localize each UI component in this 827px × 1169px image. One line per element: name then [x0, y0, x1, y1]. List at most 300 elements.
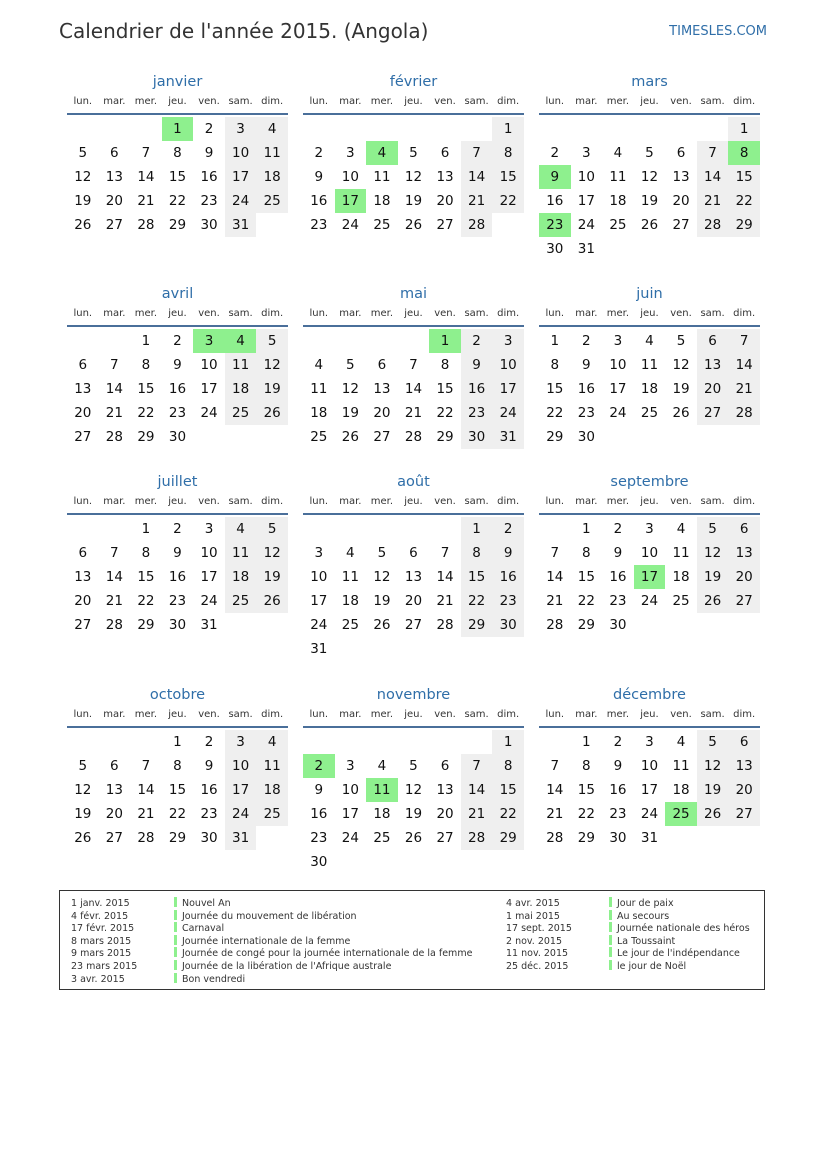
empty-cell	[130, 730, 162, 754]
day-cell: 25	[225, 589, 257, 613]
empty-cell	[67, 117, 99, 141]
month-name: juin	[636, 286, 663, 302]
day-cell: 2	[550, 145, 560, 161]
weekday-header	[539, 307, 760, 327]
day-cell: 25	[341, 617, 359, 633]
month-name: mai	[399, 286, 428, 302]
day-cell: 13	[672, 169, 690, 185]
day-cell: 26	[341, 429, 359, 445]
weekday-label: sam.	[228, 308, 253, 319]
day-cell: 6	[377, 357, 387, 373]
weekday-label: jeu.	[404, 709, 423, 720]
holiday-marker-icon	[609, 960, 612, 970]
day-cell: 27	[105, 217, 123, 233]
day-cell: 7	[141, 758, 151, 774]
day-cell: 4	[676, 734, 686, 750]
weekday-header	[67, 495, 288, 515]
weekday-label: dim.	[497, 496, 520, 507]
empty-cell	[99, 517, 131, 541]
legend-date: 17 sept. 2015	[506, 923, 572, 935]
weekday-label: jeu.	[168, 308, 187, 319]
empty-cell	[303, 517, 335, 541]
day-cell: 14	[461, 778, 493, 802]
day-cell: 9	[314, 169, 324, 185]
weekday-label: mer.	[370, 709, 394, 720]
weekday-label: lun.	[545, 308, 565, 319]
legend-date: 3 avr. 2015	[71, 973, 125, 985]
day-grid	[303, 730, 524, 874]
day-cell: 24	[200, 593, 218, 609]
day-cell: 28	[697, 213, 729, 237]
holiday-legend	[59, 890, 765, 990]
day-cell: 31	[492, 425, 524, 449]
day-cell: 30	[168, 617, 187, 633]
weekday-label: dim.	[733, 308, 756, 319]
day-cell: 15	[168, 782, 187, 798]
day-cell: 18	[341, 593, 359, 609]
weekday-label: jeu.	[640, 308, 659, 319]
empty-cell	[67, 517, 99, 541]
day-cell: 4	[645, 333, 654, 349]
month-calendar	[303, 282, 524, 449]
day-cell: 24	[341, 830, 359, 846]
weekday-label: ven.	[670, 96, 692, 107]
day-cell: 12	[672, 357, 690, 373]
day-cell: 7	[461, 754, 493, 778]
day-cell: 6	[78, 545, 88, 561]
holiday-day-cell: 8	[728, 141, 760, 165]
day-cell: 11	[672, 545, 690, 561]
day-cell: 23	[200, 806, 218, 822]
day-cell: 27	[105, 830, 123, 846]
day-cell: 18	[225, 565, 257, 589]
day-cell: 22	[168, 193, 187, 209]
day-cell: 13	[74, 381, 92, 397]
day-cell: 17	[609, 381, 627, 397]
day-cell: 24	[609, 405, 627, 421]
month-calendar	[303, 70, 524, 237]
day-cell: 3	[314, 545, 324, 561]
month-calendar	[67, 282, 288, 449]
day-cell: 10	[640, 545, 659, 561]
day-cell: 30	[461, 425, 493, 449]
day-cell: 6	[697, 329, 729, 353]
legend-holiday-name: Au secours	[617, 910, 670, 922]
day-cell: 23	[461, 401, 493, 425]
day-cell: 11	[640, 357, 659, 373]
day-cell: 28	[546, 830, 564, 846]
weekday-label: jeu.	[640, 496, 659, 507]
day-cell: 29	[461, 613, 493, 637]
weekday-label: mer.	[370, 308, 394, 319]
weekday-label: mar.	[103, 709, 126, 720]
day-cell: 24	[640, 806, 659, 822]
day-cell: 23	[609, 806, 627, 822]
day-cell: 4	[314, 357, 324, 373]
day-cell: 23	[168, 405, 187, 421]
day-cell: 2	[204, 734, 214, 750]
weekday-label: ven.	[670, 308, 692, 319]
day-cell: 18	[373, 193, 391, 209]
legend-date: 11 nov. 2015	[506, 948, 569, 960]
empty-cell	[539, 517, 571, 541]
day-cell: 15	[577, 782, 595, 798]
day-cell: 23	[310, 217, 328, 233]
day-cell: 9	[173, 545, 182, 561]
day-cell: 7	[461, 141, 493, 165]
day-cell: 11	[373, 169, 391, 185]
day-cell: 9	[204, 145, 214, 161]
day-cell: 12	[256, 541, 288, 565]
day-cell: 3	[645, 734, 654, 750]
day-cell: 21	[546, 593, 564, 609]
day-cell: 8	[492, 754, 524, 778]
day-cell: 28	[105, 617, 123, 633]
day-cell: 10	[640, 758, 659, 774]
day-cell: 5	[256, 517, 288, 541]
legend-date: 4 févr. 2015	[71, 910, 129, 922]
day-cell: 27	[436, 830, 454, 846]
empty-cell	[429, 117, 461, 141]
day-cell: 31	[200, 617, 218, 633]
day-cell: 27	[373, 429, 391, 445]
day-cell: 20	[74, 593, 92, 609]
weekday-label: dim.	[261, 96, 284, 107]
weekday-label: mar.	[103, 308, 126, 319]
day-cell: 22	[728, 189, 760, 213]
day-grid	[303, 117, 524, 237]
day-cell: 14	[137, 169, 155, 185]
weekday-header	[303, 708, 524, 728]
weekday-label: ven.	[434, 496, 456, 507]
day-cell: 26	[672, 405, 690, 421]
weekday-label: lun.	[309, 308, 329, 319]
day-cell: 19	[256, 565, 288, 589]
day-cell: 25	[373, 217, 391, 233]
weekday-label: ven.	[198, 709, 220, 720]
day-cell: 10	[200, 545, 218, 561]
day-cell: 20	[105, 806, 123, 822]
day-cell: 21	[436, 593, 454, 609]
weekday-label: lun.	[545, 709, 565, 720]
day-grid	[303, 517, 524, 661]
holiday-day-cell: 9	[539, 165, 571, 189]
legend-entry	[71, 960, 472, 973]
day-cell: 21	[546, 806, 564, 822]
weekday-label: jeu.	[404, 96, 423, 107]
empty-cell	[366, 117, 398, 141]
day-cell: 15	[461, 565, 493, 589]
day-cell: 11	[225, 353, 257, 377]
legend-holiday-name: Journée de congé pour la journée internationale de la femme	[182, 948, 473, 960]
empty-cell	[99, 117, 131, 141]
legend-holiday-name: Nouvel An	[182, 898, 231, 909]
day-cell: 16	[200, 782, 218, 798]
day-cell: 30	[200, 217, 218, 233]
day-cell: 22	[137, 593, 155, 609]
day-cell: 11	[256, 141, 288, 165]
legend-date: 9 mars 2015	[71, 948, 132, 960]
day-cell: 6	[728, 517, 760, 541]
weekday-label: ven.	[434, 96, 456, 107]
legend-entry	[71, 910, 472, 923]
day-cell: 20	[697, 377, 729, 401]
day-cell: 1	[141, 333, 151, 349]
day-cell: 10	[225, 754, 257, 778]
weekday-label: mer.	[134, 496, 158, 507]
weekday-label: lun.	[73, 96, 93, 107]
day-cell: 9	[613, 545, 623, 561]
day-cell: 17	[225, 778, 257, 802]
day-cell: 1	[582, 521, 591, 537]
weekday-label: jeu.	[640, 709, 659, 720]
day-cell: 29	[436, 429, 454, 445]
day-cell: 5	[645, 145, 654, 161]
day-cell: 27	[672, 217, 690, 233]
holiday-day-cell: 23	[539, 213, 571, 237]
day-cell: 12	[697, 541, 729, 565]
day-cell: 4	[613, 145, 623, 161]
day-cell: 19	[697, 565, 729, 589]
month-name: avril	[161, 286, 194, 302]
day-cell: 30	[546, 241, 564, 257]
weekday-label: mer.	[370, 496, 394, 507]
day-cell: 15	[168, 169, 187, 185]
day-cell: 3	[225, 117, 257, 141]
holiday-marker-icon	[174, 973, 177, 983]
day-cell: 11	[341, 569, 359, 585]
day-cell: 3	[204, 521, 214, 537]
holiday-day-cell: 2	[303, 754, 335, 778]
day-cell: 7	[110, 545, 119, 561]
day-cell: 1	[550, 333, 560, 349]
day-cell: 29	[168, 217, 187, 233]
empty-cell	[335, 730, 367, 754]
legend-holiday-name: La Toussaint	[617, 935, 676, 947]
legend-entry	[506, 947, 750, 960]
day-cell: 17	[200, 569, 218, 585]
holiday-day-cell: 25	[665, 802, 697, 826]
empty-cell	[67, 730, 99, 754]
day-cell: 10	[310, 569, 328, 585]
empty-cell	[665, 117, 697, 141]
weekday-label: lun.	[309, 709, 329, 720]
day-cell: 25	[609, 217, 627, 233]
empty-cell	[303, 730, 335, 754]
brand-link[interactable]: TIMESLES.COM	[669, 24, 767, 39]
day-cell: 22	[577, 806, 595, 822]
day-cell: 8	[492, 141, 524, 165]
day-cell: 23	[492, 589, 524, 613]
empty-cell	[335, 329, 367, 353]
legend-entry	[71, 947, 472, 960]
day-cell: 8	[141, 545, 151, 561]
month-calendar	[539, 70, 760, 261]
weekday-label: sam.	[228, 96, 253, 107]
day-cell: 29	[546, 429, 564, 445]
month-name: mars	[631, 74, 668, 90]
day-cell: 20	[672, 193, 690, 209]
day-cell: 30	[492, 613, 524, 637]
day-cell: 12	[404, 782, 423, 798]
day-cell: 28	[546, 617, 564, 633]
legend-holiday-name: Jour de paix	[617, 898, 674, 909]
day-cell: 6	[110, 758, 119, 774]
day-cell: 2	[613, 734, 623, 750]
day-cell: 27	[74, 429, 92, 445]
empty-cell	[99, 730, 131, 754]
legend-entry	[71, 935, 472, 948]
day-cell: 23	[310, 830, 328, 846]
empty-cell	[366, 517, 398, 541]
day-cell: 18	[373, 806, 391, 822]
day-grid	[539, 517, 760, 637]
weekday-label: sam.	[228, 709, 253, 720]
day-cell: 18	[640, 381, 659, 397]
day-cell: 23	[200, 193, 218, 209]
day-cell: 12	[74, 169, 92, 185]
day-cell: 18	[310, 405, 328, 421]
day-cell: 28	[137, 217, 155, 233]
day-cell: 21	[105, 593, 123, 609]
weekday-label: ven.	[198, 96, 220, 107]
day-cell: 7	[440, 545, 450, 561]
day-cell: 20	[373, 405, 391, 421]
legend-holiday-name: le jour de Noël	[617, 960, 687, 972]
day-cell: 22	[436, 405, 454, 421]
weekday-label: mar.	[103, 96, 126, 107]
day-cell: 7	[550, 758, 560, 774]
day-cell: 25	[256, 189, 288, 213]
month-calendar	[303, 470, 524, 661]
holiday-marker-icon	[609, 947, 612, 957]
day-cell: 31	[640, 830, 659, 846]
day-cell: 12	[640, 169, 659, 185]
day-cell: 7	[141, 145, 151, 161]
day-cell: 19	[256, 377, 288, 401]
day-cell: 8	[173, 758, 182, 774]
holiday-marker-icon	[609, 897, 612, 907]
day-cell: 26	[697, 802, 729, 826]
day-cell: 5	[78, 145, 88, 161]
day-cell: 10	[341, 169, 359, 185]
day-cell: 12	[341, 381, 359, 397]
legend-holiday-name: Journée du mouvement de libération	[182, 910, 357, 922]
day-cell: 4	[256, 730, 288, 754]
day-cell: 23	[609, 593, 627, 609]
day-cell: 9	[314, 782, 324, 798]
day-cell: 4	[225, 517, 257, 541]
day-cell: 19	[640, 193, 659, 209]
day-cell: 11	[256, 754, 288, 778]
weekday-label: lun.	[73, 709, 93, 720]
holiday-marker-icon	[174, 935, 177, 945]
day-cell: 14	[137, 782, 155, 798]
legend-date: 2 nov. 2015	[506, 935, 562, 947]
weekday-label: lun.	[545, 496, 565, 507]
day-cell: 27	[697, 401, 729, 425]
day-cell: 16	[492, 565, 524, 589]
legend-date: 17 févr. 2015	[71, 923, 135, 935]
month-calendar	[539, 683, 760, 850]
day-cell: 14	[461, 165, 493, 189]
month-calendar	[539, 282, 760, 449]
weekday-header	[539, 708, 760, 728]
day-cell: 17	[310, 593, 328, 609]
month-name: juillet	[157, 474, 198, 490]
legend-entry	[506, 910, 750, 923]
legend-holiday-name: Carnaval	[182, 923, 225, 935]
day-cell: 1	[492, 117, 524, 141]
day-cell: 26	[640, 217, 659, 233]
weekday-header	[67, 708, 288, 728]
month-name: octobre	[149, 687, 206, 703]
empty-cell	[366, 730, 398, 754]
day-cell: 3	[645, 521, 654, 537]
weekday-label: mer.	[606, 709, 630, 720]
day-cell: 8	[582, 758, 591, 774]
day-cell: 8	[173, 145, 182, 161]
day-cell: 3	[225, 730, 257, 754]
legend-date: 25 déc. 2015	[506, 960, 569, 972]
day-cell: 8	[461, 541, 493, 565]
legend-date: 23 mars 2015	[71, 960, 138, 972]
day-cell: 25	[672, 593, 690, 609]
holiday-day-cell: 17	[335, 189, 367, 213]
month-calendar	[303, 683, 524, 874]
day-cell: 14	[436, 569, 454, 585]
weekday-label: mar.	[575, 96, 598, 107]
day-cell: 20	[728, 778, 760, 802]
day-cell: 30	[609, 830, 627, 846]
day-cell: 16	[200, 169, 218, 185]
day-cell: 26	[697, 589, 729, 613]
day-cell: 6	[440, 145, 450, 161]
day-cell: 2	[613, 521, 623, 537]
empty-cell	[539, 730, 571, 754]
day-cell: 14	[697, 165, 729, 189]
day-grid	[67, 329, 288, 449]
day-cell: 5	[78, 758, 88, 774]
day-cell: 14	[404, 381, 423, 397]
day-cell: 28	[105, 429, 123, 445]
day-cell: 8	[582, 545, 591, 561]
day-cell: 14	[546, 569, 564, 585]
day-cell: 23	[577, 405, 595, 421]
holiday-marker-icon	[174, 910, 177, 920]
holiday-day-cell: 17	[634, 565, 666, 589]
day-cell: 9	[461, 353, 493, 377]
weekday-label: lun.	[309, 96, 329, 107]
weekday-label: jeu.	[168, 96, 187, 107]
weekday-label: lun.	[73, 496, 93, 507]
day-cell: 12	[697, 754, 729, 778]
weekday-label: dim.	[261, 308, 284, 319]
day-cell: 10	[577, 169, 595, 185]
day-cell: 20	[404, 593, 423, 609]
day-cell: 3	[492, 329, 524, 353]
weekday-label: mer.	[606, 308, 630, 319]
day-cell: 9	[173, 357, 182, 373]
day-grid	[539, 730, 760, 850]
day-cell: 6	[78, 357, 88, 373]
day-cell: 24	[492, 401, 524, 425]
legend-entry	[506, 935, 750, 948]
month-name: février	[389, 74, 438, 90]
legend-holiday-name: Journée de la libération de l'Afrique australe	[182, 960, 392, 972]
day-cell: 5	[409, 145, 418, 161]
empty-cell	[99, 329, 131, 353]
